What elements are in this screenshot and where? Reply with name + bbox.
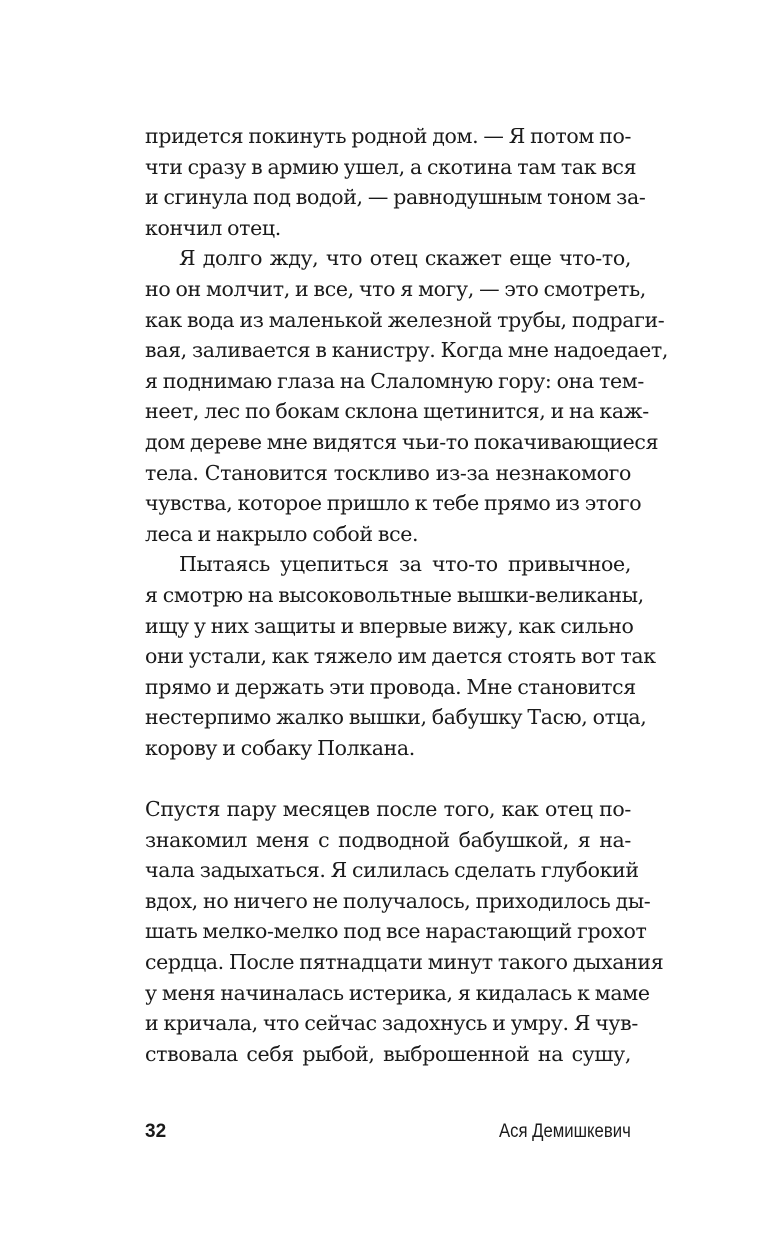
text-line: прямо и держать эти провода. Мне становится xyxy=(145,674,636,699)
section-break xyxy=(145,763,631,794)
page-number: 32 xyxy=(145,1121,167,1142)
paragraph-3 xyxy=(145,549,656,763)
text-line: знакомил меня с подводной бабушкой, я на- xyxy=(145,827,631,852)
text-line: кончил отец. xyxy=(145,215,281,240)
text-line: Я долго жду, что отец скажет еще что-то, xyxy=(179,246,631,271)
paragraph-4 xyxy=(145,794,664,1069)
text-line: леса и накрыло собой все. xyxy=(145,521,419,546)
text-line: шать мелко-мелко под все нарастающий грохот xyxy=(145,919,647,944)
text-line: чувства, которое пришло к тебе прямо из этого xyxy=(145,491,642,516)
text-line: сердца. После пятнадцати минут такого дыхания xyxy=(145,950,664,975)
paragraph-1 xyxy=(145,121,646,243)
text-line: чти сразу в армию ушел, а скотина там так вся xyxy=(145,154,637,179)
text-line: я поднимаю глаза на Слаломную гору: она тем- xyxy=(145,368,644,393)
text-line: ищу у них защиты и впервые вижу, как сильно xyxy=(145,613,634,638)
book-page-body xyxy=(145,121,669,1069)
text-line: но он молчит, и все, что я могу, — это смотреть, xyxy=(145,276,646,301)
text-line: дом дереве мне видятся чьи-то покачивающиеся xyxy=(145,429,659,454)
text-line: нестерпимо жалко вышки, бабушку Тасю, отца, xyxy=(145,705,647,730)
page-footer xyxy=(145,1118,631,1146)
running-footer-author: Ася Демишкевич xyxy=(499,1121,631,1142)
text-line: вдох, но ничего не получалось, приходилось ды- xyxy=(145,888,651,913)
text-line: и кричала, что сейчас задохнусь и умру. Я чув- xyxy=(145,1011,638,1036)
text-line: ствовала себя рыбой, выброшенной на сушу, xyxy=(145,1041,631,1066)
text-line: вая, заливается в канистру. Когда мне надоедает, xyxy=(145,338,669,363)
text-line: как вода из маленькой железной трубы, подраги- xyxy=(145,307,665,332)
text-line: и сгинула под водой, — равнодушным тоном за- xyxy=(145,185,646,210)
text-line: Пытаясь уцепиться за что-то привычное, xyxy=(179,552,631,577)
text-line: они устали, как тяжело им дается стоять вот так xyxy=(145,644,656,669)
text-line: корову и собаку Полкана. xyxy=(145,735,415,760)
text-line: придется покинуть родной дом. — Я потом по- xyxy=(145,124,632,148)
text-line: неет, лес по бокам склона щетинится, и на каж- xyxy=(145,399,649,424)
paragraph-2 xyxy=(145,243,669,549)
text-line: Спустя пару месяцев после того, как отец по- xyxy=(145,797,631,822)
text-line: я смотрю на высоковольтные вышки-великаны, xyxy=(145,582,644,607)
text-line: у меня начиналась истерика, я кидалась к маме xyxy=(145,980,650,1005)
text-line: тела. Становится тоскливо из-за незнакомого xyxy=(145,460,631,485)
text-line: чала задыхаться. Я силилась сделать глубокий xyxy=(145,858,639,883)
